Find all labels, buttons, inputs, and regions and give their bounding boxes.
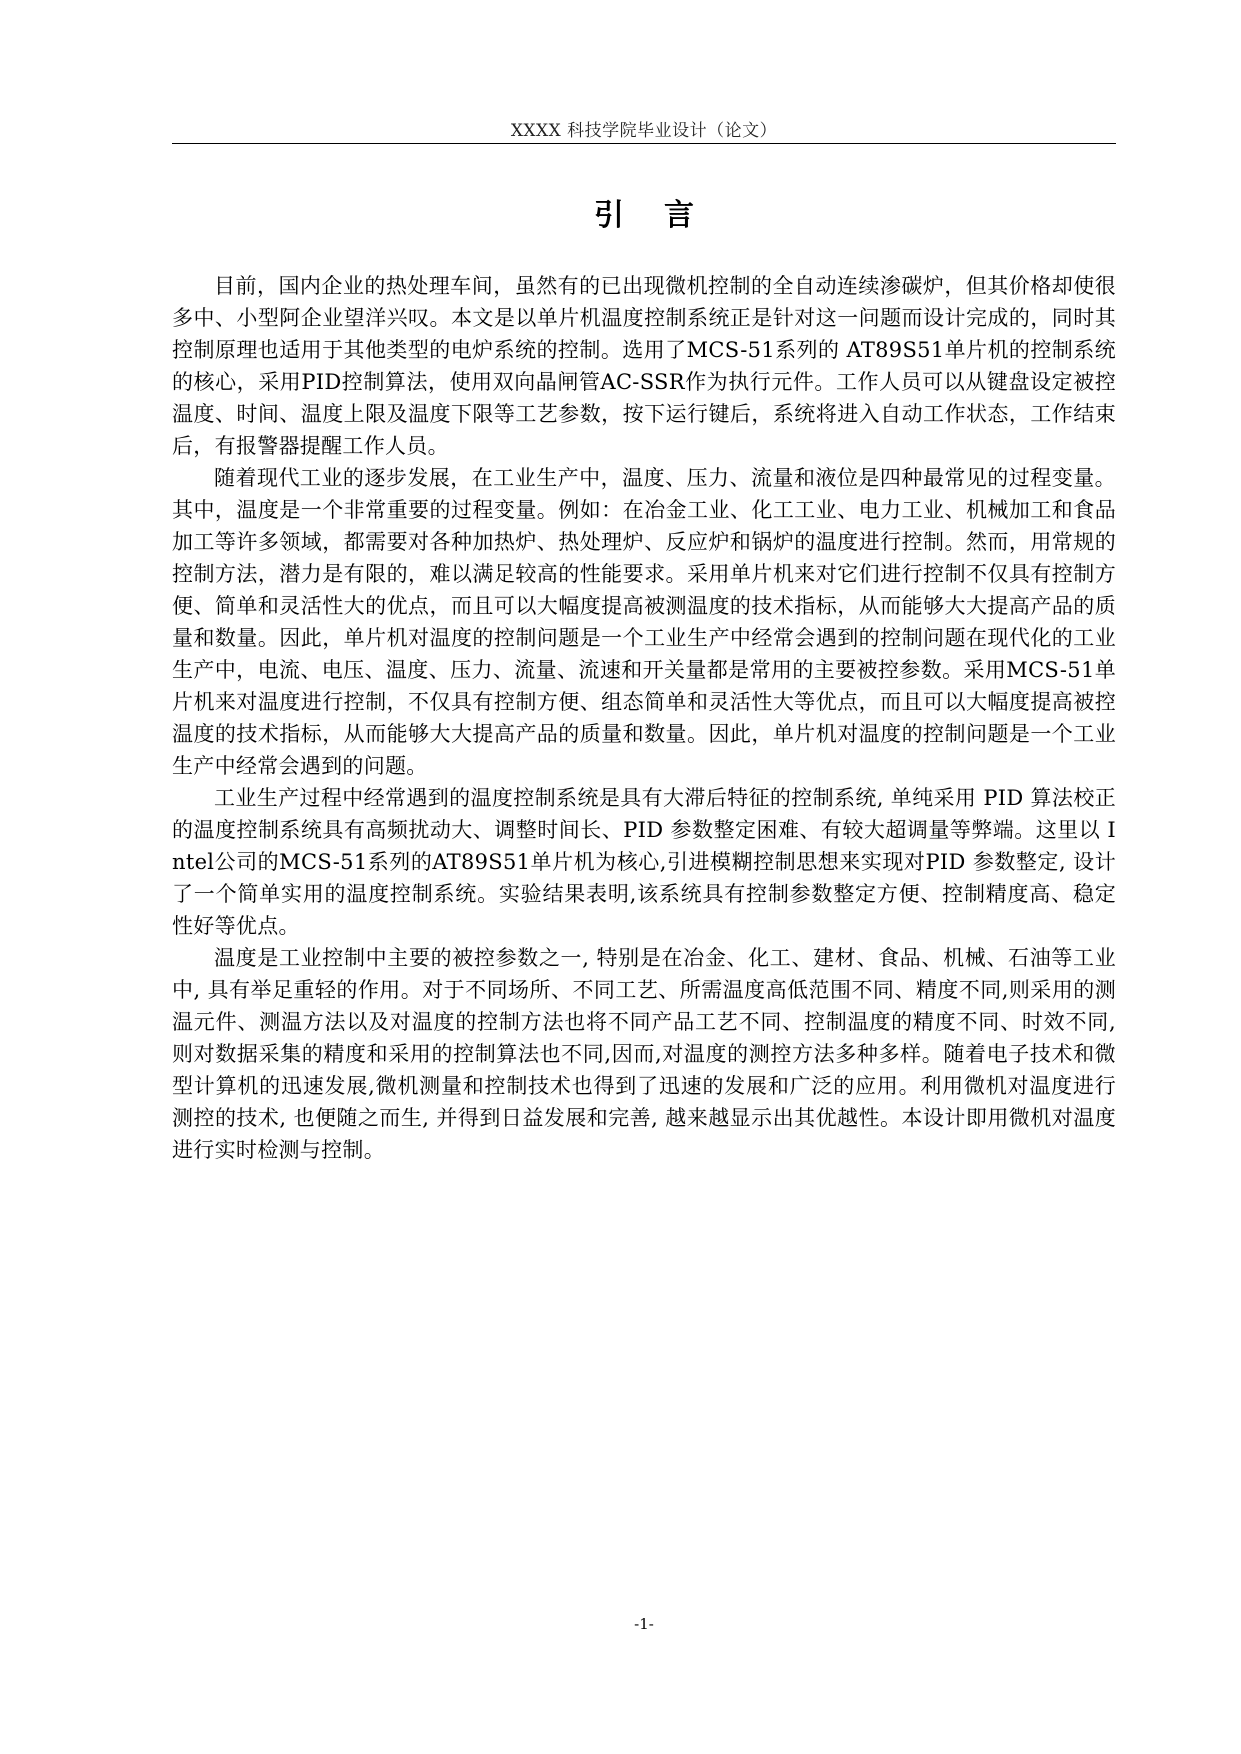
paragraph: 目前，国内企业的热处理车间，虽然有的已出现微机控制的全自动连续渗碳炉，但其价格却使很多中、小型阿企业望洋兴叹。本文是以单片机温度控制系统正是针对这一问题而设计完成的，同时其控制原理也适用于其他类型的电炉系统的控制。选用了MCS-51系列的 AT89S51单片机的控制系统的核心，采用PID控制算法，使用双向晶闸管AC-SSR作为执行元件。工作人员可以从键盘设定被控温度、时间、温度上限及温度下限等工艺参数，按下运行键后，系统将进入自动工作状态，工作结束后，有报警器提醒工作人员。 — [172, 274, 1116, 458]
header-rule — [172, 143, 1116, 144]
paragraph: 工业生产过程中经常遇到的温度控制系统是具有大滞后特征的控制系统, 单纯采用 PID 算法校正的温度控制系统具有高频扰动大、调整时间长、PID 参数整定困难、有较大超调量等弊端。这里以 Intel公司的MCS-51系列的AT89S51单片机为核心,引进模糊控制思想来实现对PID 参数整定, 设计了一个简单实用的温度控制系统。实验结果表明,该系统具有控制参数整定方便、控制精度高、稳定性好等优点。 — [172, 786, 1116, 938]
paragraph: 温度是工业控制中主要的被控参数之一, 特别是在冶金、化工、建材、食品、机械、石油等工业中, 具有举足重轻的作用。对于不同场所、不同工艺、所需温度高低范围不同、精度不同,则采用的测温元件、测温方法以及对温度的控制方法也将不同产品工艺不同、控制温度的精度不同、时效不同, 则对数据采集的精度和采用的控制算法也不同,因而,对温度的测控方法多种多样。随着电子技术和微型计算机的迅速发展,微机测量和控制技术也得到了迅速的发展和广泛的应用。利用微机对温度进行测控的技术, 也便随之而生, 并得到日益发展和完善, 越来越显示出其优越性。本设计即用微机对温度进行实时检测与控制。 — [172, 946, 1116, 1162]
paragraph: 随着现代工业的逐步发展，在工业生产中，温度、压力、流量和液位是四种最常见的过程变量。其中，温度是一个非常重要的过程变量。例如：在冶金工业、化工工业、电力工业、机械加工和食品加工等许多领域，都需要对各种加热炉、热处理炉、反应炉和锅炉的温度进行控制。然而，用常规的控制方法，潜力是有限的，难以满足较高的性能要求。采用单片机来对它们进行控制不仅具有控制方便、简单和灵活性大的优点，而且可以大幅度提高被测温度的技术指标，从而能够大大提高产品的质量和数量。因此，单片机对温度的控制问题是一个工业生产中经常会遇到的控制问题在现代化的工业生产中，电流、电压、温度、压力、流量、流速和开关量都是常用的主要被控参数。采用MCS-51单片机来对温度进行控制，不仅具有控制方便、组态简单和灵活性大等优点，而且可以大幅度提高被控温度的技术指标，从而能够大大提高产品的质量和数量。因此，单片机对温度的控制问题是一个工业生产中经常会遇到的问题。 — [172, 466, 1116, 778]
section-body — [172, 270, 1116, 1166]
running-header: XXXX 科技学院毕业设计（论文） — [510, 121, 778, 141]
page-number: -1- — [634, 1615, 654, 1633]
section-title: 引言 — [594, 198, 734, 233]
